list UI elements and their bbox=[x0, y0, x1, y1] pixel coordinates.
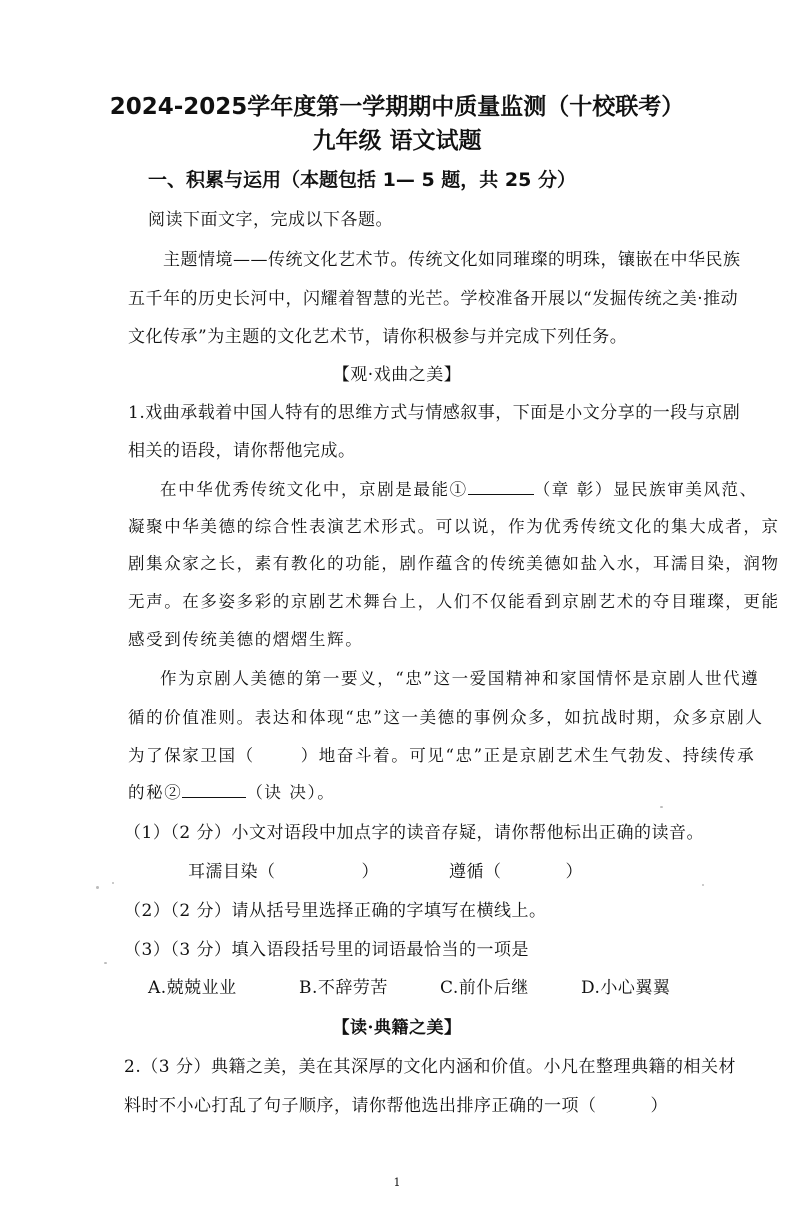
exam-title: 2024-2025学年度第一学期期中质量监测（十校联考） bbox=[109, 94, 685, 120]
passage-p2-line-3 bbox=[128, 742, 755, 766]
pinyin-item-2 bbox=[449, 857, 583, 882]
passage-p1-line-1 bbox=[160, 476, 758, 500]
pinyin-item-1 bbox=[188, 857, 379, 882]
instruction-text: 阅读下面文字，完成以下各题。 bbox=[148, 210, 393, 230]
exam-subtitle: 九年级 语文试题 bbox=[312, 128, 482, 154]
passage-text: 的秘② bbox=[128, 783, 183, 802]
passage-p2-line-2: 循的价值准则。表达和体现“忠”这一美德的事例众多，如抗战时期，众多京剧人 bbox=[128, 708, 764, 727]
subquestion-1: （1）（2 分）小文对语段中加点字的读音存疑，请你帮他标出正确的读音。 bbox=[124, 823, 705, 843]
passage-text: （诀 决）。 bbox=[246, 783, 336, 802]
q2-line-2 bbox=[124, 1091, 668, 1116]
scan-speck bbox=[104, 962, 107, 964]
option-d[interactable]: D.小心翼翼 bbox=[581, 978, 671, 998]
answer-blank-1[interactable] bbox=[468, 478, 534, 495]
intro-line-3: 文化传承”为主题的文化艺术节，请你积极参与并完成下列任务。 bbox=[128, 327, 628, 347]
q2-line-1: 2.（3 分）典籍之美，美在其深厚的文化内涵和价值。小凡在整理典籍的相关材 bbox=[124, 1057, 736, 1077]
heading-classics: 【读·典籍之美】 bbox=[332, 1018, 462, 1038]
passage-p1-line-5: 感受到传统美德的熠熠生辉。 bbox=[128, 630, 364, 649]
q1-stem-line-2: 相关的语段，请你帮他完成。 bbox=[128, 441, 356, 461]
answer-blank-2[interactable] bbox=[182, 781, 246, 798]
subquestion-2: （2）（2 分）请从括号里选择正确的字填写在横线上。 bbox=[124, 901, 547, 921]
passage-text: 在中华优秀传统文化中，京剧是最能① bbox=[160, 480, 468, 499]
pinyin-close: ） bbox=[361, 862, 379, 882]
pinyin-word: 耳濡目染（ bbox=[188, 862, 276, 882]
scan-speck bbox=[660, 806, 663, 808]
q2-close: ） bbox=[650, 1096, 668, 1116]
passage-p2-line-4 bbox=[128, 779, 335, 803]
pinyin-close: ） bbox=[565, 862, 583, 882]
passage-text: （章 彰）显民族审美风范、 bbox=[533, 480, 758, 499]
passage-p1-line-3: 剧集众家之长，素有教化的功能，剧作蕴含的传统美德如盐入水，耳濡目染，润物 bbox=[128, 554, 780, 573]
pinyin-word: 遵循（ bbox=[449, 862, 502, 882]
passage-p2-line-1: 作为京剧人美德的第一要义，“忠”这一爱国精神和家国情怀是京剧人世代遵 bbox=[160, 669, 760, 688]
option-c[interactable]: C.前仆后继 bbox=[440, 978, 529, 998]
passage-text: 为了保家卫国（ bbox=[128, 746, 255, 765]
passage-text: ）地奋斗着。可见“忠”正是京剧艺术生气勃发、持续传承 bbox=[300, 746, 756, 765]
scan-speck bbox=[702, 884, 704, 886]
scan-speck bbox=[112, 882, 114, 884]
passage-p1-line-2: 凝聚中华美德的综合性表演艺术形式。可以说，作为优秀传统文化的集大成者，京 bbox=[128, 517, 780, 536]
page-number: 1 bbox=[393, 1176, 401, 1189]
option-a[interactable]: A.兢兢业业 bbox=[148, 978, 237, 998]
section-heading: 一、积累与运用（本题包括 1— 5 题，共 25 分） bbox=[148, 169, 576, 191]
intro-line-2: 五千年的历史长河中，闪耀着智慧的光芒。学校准备开展以“发掘传统之美·推动 bbox=[128, 289, 739, 309]
scan-speck bbox=[96, 886, 99, 889]
q2-text: 料时不小心打乱了句子顺序，请你帮他选出排序正确的一项（ bbox=[124, 1096, 597, 1116]
q1-stem-line-1: 1.戏曲承载着中国人特有的思维方式与情感叙事，下面是小文分享的一段与京剧 bbox=[128, 403, 741, 423]
intro-line-1: 主题情境——传统文化艺术节。传统文化如同璀璨的明珠，镶嵌在中华民族 bbox=[163, 250, 741, 270]
passage-p1-line-4: 无声。在多姿多彩的京剧艺术舞台上，人们不仅能看到京剧艺术的夺目璀璨，更能 bbox=[128, 592, 780, 611]
subquestion-3: （3）（3 分）填入语段括号里的词语最恰当的一项是 bbox=[124, 940, 530, 960]
heading-opera: 【观·戏曲之美】 bbox=[332, 365, 462, 385]
option-b[interactable]: B.不辞劳苦 bbox=[299, 978, 388, 998]
